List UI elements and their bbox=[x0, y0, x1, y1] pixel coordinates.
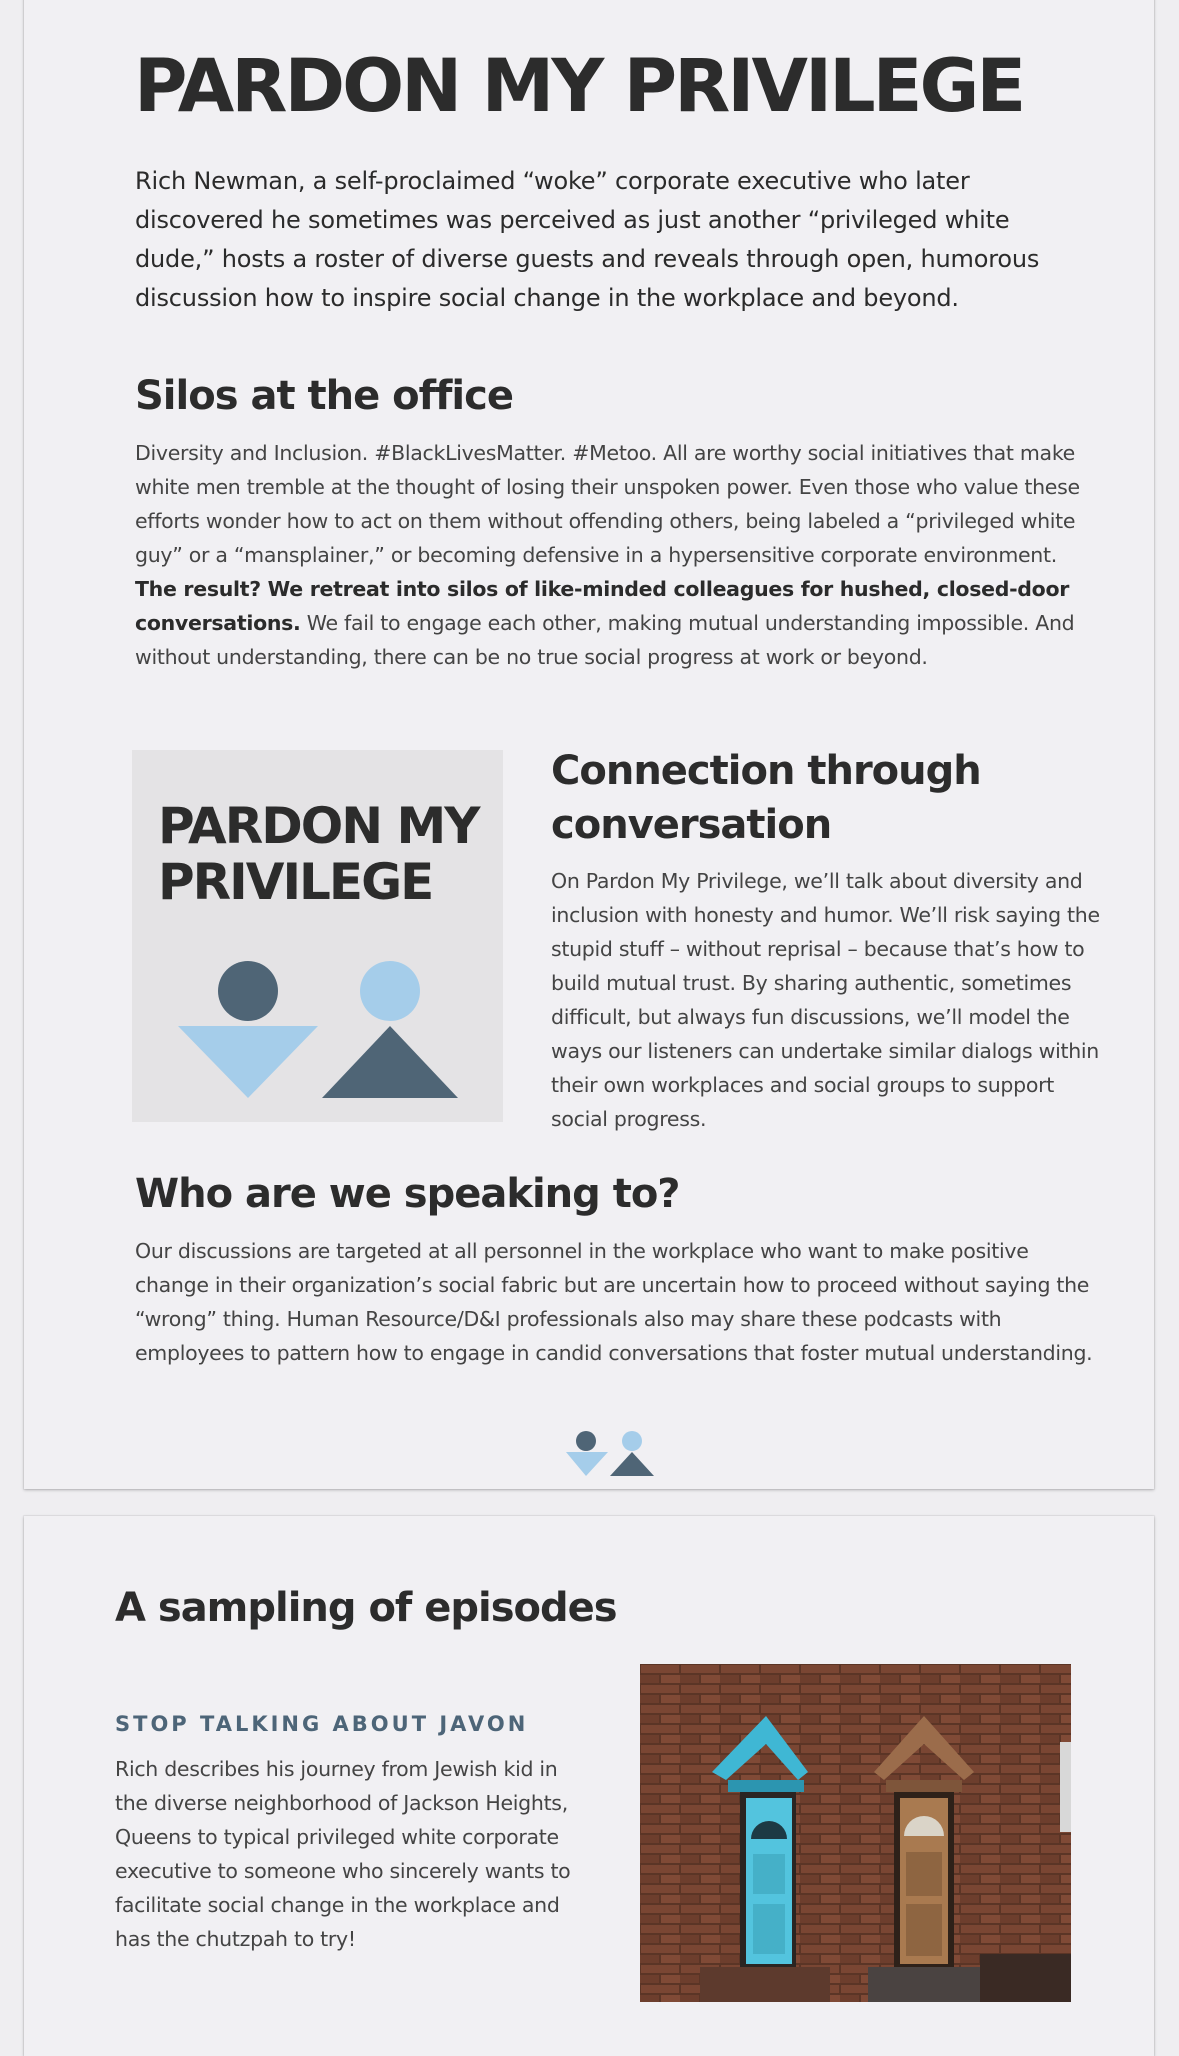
silos-text-end: We fail to engage each other, making mutual understanding impossible. And without understanding, there can be no true social progress at work or beyond. bbox=[135, 611, 1075, 669]
episode-photo-doors bbox=[640, 1664, 1071, 2002]
audience-paragraph: Our discussions are targeted at all personnel in the workplace who want to make positive change in their organization’s social fabric but are uncertain how to proceed without saying the “wrong” thing. Human Resource/D&I professionals also may share these podcasts with employees to pattern how to engage in candid conversations that foster mutual understanding. bbox=[135, 1239, 1093, 1365]
intro-paragraph: Rich Newman, a self-proclaimed “woke” corporate executive who later discovered he sometimes was perceived as just another “privileged white dude,” hosts a roster of diverse guests and reveals through open, humorous discussion how to inspire social change in the workplace and beyond. bbox=[135, 167, 1040, 312]
podcast-logo bbox=[132, 750, 503, 1122]
silos-text-start: Diversity and Inclusion. #BlackLivesMatter. #Metoo. All are worthy social initiatives that make white men tremble at the thought of losing their unspoken power. Even those who value these efforts wonder how to act on them without offending others, being labeled a “privileged white guy” or a “mansplainer,” or becoming defensive in a hypersensitive corporate environment. bbox=[135, 441, 1080, 567]
dark-head-icon bbox=[218, 961, 278, 1021]
people-icon bbox=[132, 750, 503, 1122]
episodes-card bbox=[24, 1516, 1154, 2056]
audience-heading: Who are we speaking to? bbox=[135, 1171, 680, 1217]
silos-paragraph bbox=[135, 436, 1095, 674]
episode-title[interactable]: STOP TALKING ABOUT JAVON bbox=[115, 1712, 529, 1736]
light-body-icon bbox=[178, 1026, 318, 1098]
dark-body-icon bbox=[322, 1026, 458, 1098]
connection-heading: Connection through conversation bbox=[551, 748, 981, 848]
connection-paragraph: On Pardon My Privilege, we’ll talk about diversity and inclusion with honesty and humor. We’ll risk saying the stupid stuff – without reprisal – because that’s how to build mutual trust. By sharing authentic, sometimes difficult, but always fun discussions, we’ll model the ways our listeners can undertake similar dialogs within their own workplaces and social groups to support social progress. bbox=[551, 869, 1100, 1131]
intro-card bbox=[24, 0, 1154, 1489]
page-title: PARDON MY PRIVILEGE bbox=[134, 44, 1024, 129]
logo-line-2: PRIVILEGE bbox=[158, 853, 433, 911]
silos-text-bold: The result? We retreat into silos of like-minded colleagues for hushed, closed-door conversations. bbox=[135, 577, 1070, 635]
episode-description: Rich describes his journey from Jewish kid in the diverse neighborhood of Jackson Heights, Queens to typical privileged white corporate executive to someone who sincerely wants to facilitate social change in the workplace and has the chutzpah to try! bbox=[115, 1757, 571, 1951]
logo-line-1: PARDON MY bbox=[158, 797, 479, 855]
episodes-heading: A sampling of episodes bbox=[115, 1585, 617, 1631]
silos-heading: Silos at the office bbox=[135, 373, 513, 419]
light-head-icon bbox=[360, 961, 420, 1021]
small-people-icon bbox=[564, 1430, 654, 1480]
